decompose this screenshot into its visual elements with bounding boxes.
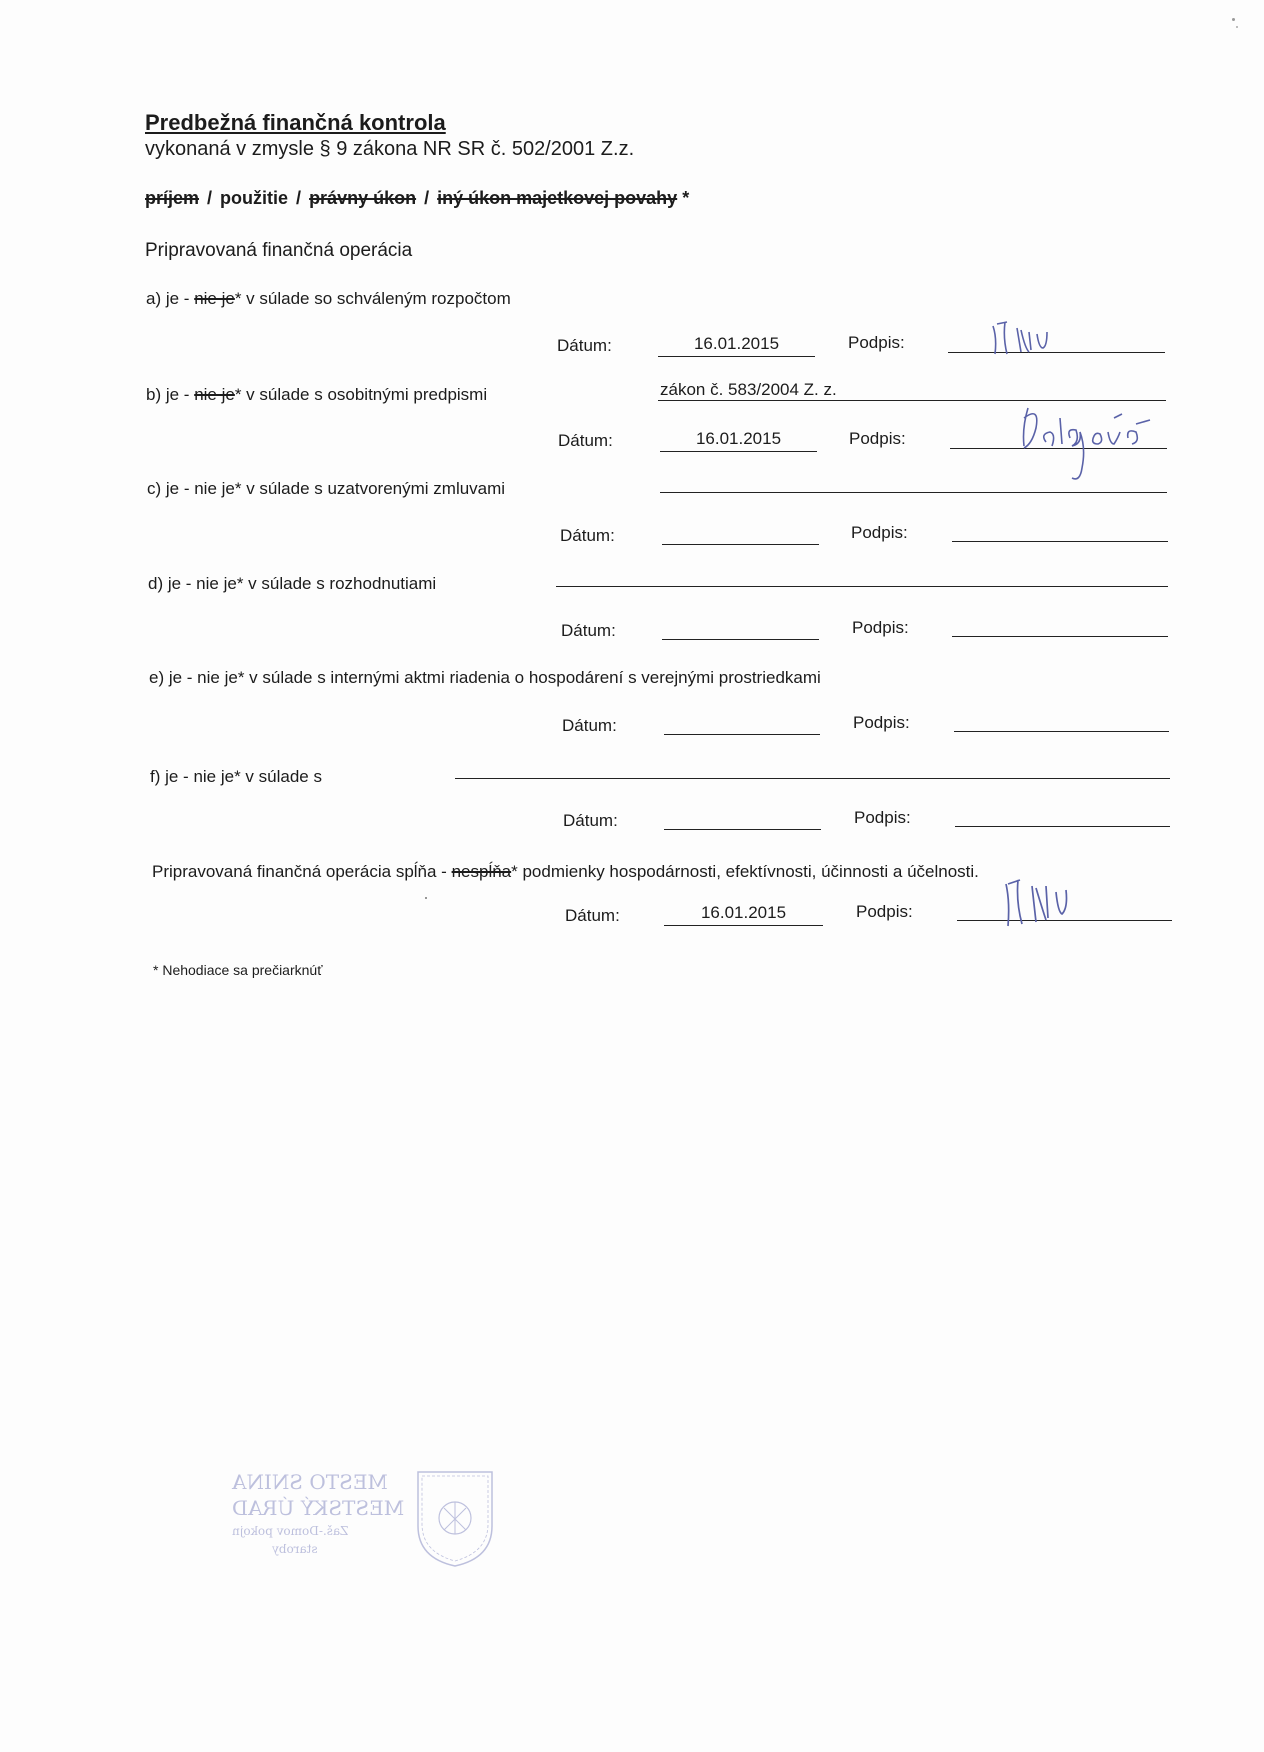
- stamp-line-2: MESTSKÝ ÚRAD: [232, 1496, 405, 1520]
- conclusion: [152, 862, 979, 882]
- item-e-date-line: [664, 734, 820, 735]
- item-c-detail-line: [660, 492, 1167, 493]
- type-separator: /: [296, 188, 302, 208]
- item-e-text: e) je - nie je* v súlade s internými aktmi riadenia o hospodárení s verejnými prostriedkami: [149, 668, 821, 687]
- item-a-struck: nie je: [194, 289, 235, 308]
- item-f-signature-line: [955, 826, 1170, 827]
- types-asterisk: *: [682, 188, 690, 208]
- scan-speck: [1236, 26, 1238, 28]
- scan-speck: [425, 897, 427, 899]
- conclusion-date-line: [664, 925, 823, 926]
- item-d-text: d) je - nie je* v súlade s rozhodnutiami: [148, 574, 437, 593]
- item-b-detail: zákon č. 583/2004 Z. z.: [660, 380, 837, 399]
- item-b-signature: [1010, 398, 1170, 488]
- type-prijem: príjem: [145, 188, 200, 208]
- item-b: [146, 385, 487, 405]
- operation-types: [145, 188, 689, 209]
- item-c-signature-label: Podpis:: [851, 523, 908, 542]
- type-iny-ukon: iný úkon majetkovej povahy: [437, 188, 678, 208]
- item-e-signature-label: Podpis:: [853, 713, 910, 732]
- conclusion-struck: nespĺňa: [451, 862, 512, 881]
- item-c-signature-line: [952, 541, 1168, 542]
- item-e-date-label: Dátum:: [562, 716, 617, 735]
- conclusion-signature: [996, 872, 1086, 932]
- type-separator: /: [207, 188, 213, 208]
- footnote: * Nehodiace sa prečiarknúť: [153, 962, 323, 978]
- stamp-line-3: Zaš.-Domov pokojn: [232, 1524, 349, 1538]
- item-b-date-line: [660, 451, 817, 452]
- office-stamp: [232, 1470, 502, 1580]
- item-c-date-line: [662, 544, 819, 545]
- item-b-text: * v súlade s osobitnými predpismi: [234, 385, 488, 404]
- item-f-date-line: [664, 829, 821, 830]
- item-d-signature-line: [952, 636, 1168, 637]
- stamp-line-1: MESTO SNINA: [232, 1470, 388, 1494]
- scan-speck: [1232, 18, 1235, 21]
- stamp-line-4: staroby: [272, 1542, 318, 1556]
- item-d-date-line: [662, 639, 819, 640]
- item-f: [150, 767, 322, 787]
- conclusion-signature-label: Podpis:: [856, 902, 913, 921]
- item-e: [149, 668, 821, 688]
- stamp-coat-of-arms: [414, 1468, 496, 1568]
- item-a-signature-label: Podpis:: [848, 333, 905, 352]
- item-c-date-label: Dátum:: [560, 526, 615, 545]
- item-b-signature-label: Podpis:: [849, 429, 906, 448]
- document-title: Predbežná finančná kontrola: [145, 110, 446, 135]
- item-a-date-value: 16.01.2015: [693, 334, 780, 353]
- item-b-date-label: Dátum:: [558, 431, 613, 450]
- document-subtitle: vykonaná v zmysle § 9 zákona NR SR č. 502/2001 Z.z.: [145, 138, 635, 160]
- item-d: [148, 574, 436, 594]
- item-a-signature: [985, 318, 1065, 358]
- item-b-struck: nie je: [194, 385, 235, 404]
- item-f-date-label: Dátum:: [563, 811, 618, 830]
- item-f-signature-label: Podpis:: [854, 808, 911, 827]
- item-d-detail-line: [556, 586, 1168, 587]
- item-c: [147, 479, 505, 499]
- conclusion-date-label: Dátum:: [565, 906, 620, 925]
- item-f-text: f) je - nie je* v súlade s: [150, 767, 322, 786]
- type-pouzitie: použitie: [220, 188, 289, 208]
- conclusion-date-value: 16.01.2015: [700, 903, 787, 922]
- type-pravny-ukon: právny úkon: [309, 188, 417, 208]
- item-a-date-label: Dátum:: [557, 336, 612, 355]
- type-separator: /: [424, 188, 430, 208]
- intro-text: Pripravovaná finančná operácia: [145, 240, 413, 261]
- item-e-signature-line: [954, 731, 1169, 732]
- item-b-prefix: b) je -: [146, 385, 190, 404]
- item-a-text: * v súlade so schváleným rozpočtom: [234, 289, 511, 308]
- conclusion-before: Pripravovaná finančná operácia spĺňa -: [152, 862, 447, 881]
- conclusion-after: * podmienky hospodárnosti, efektívnosti, účinnosti a účelnosti.: [511, 862, 979, 881]
- item-c-text: c) je - nie je* v súlade s uzatvorenými zmluvami: [147, 479, 506, 498]
- item-d-signature-label: Podpis:: [852, 618, 909, 637]
- item-d-date-label: Dátum:: [561, 621, 616, 640]
- item-a-date-line: [658, 356, 815, 357]
- item-f-detail-line: [455, 778, 1170, 779]
- item-a-prefix: a) je -: [146, 289, 190, 308]
- item-b-date-value: 16.01.2015: [695, 429, 782, 448]
- item-a: [146, 289, 511, 309]
